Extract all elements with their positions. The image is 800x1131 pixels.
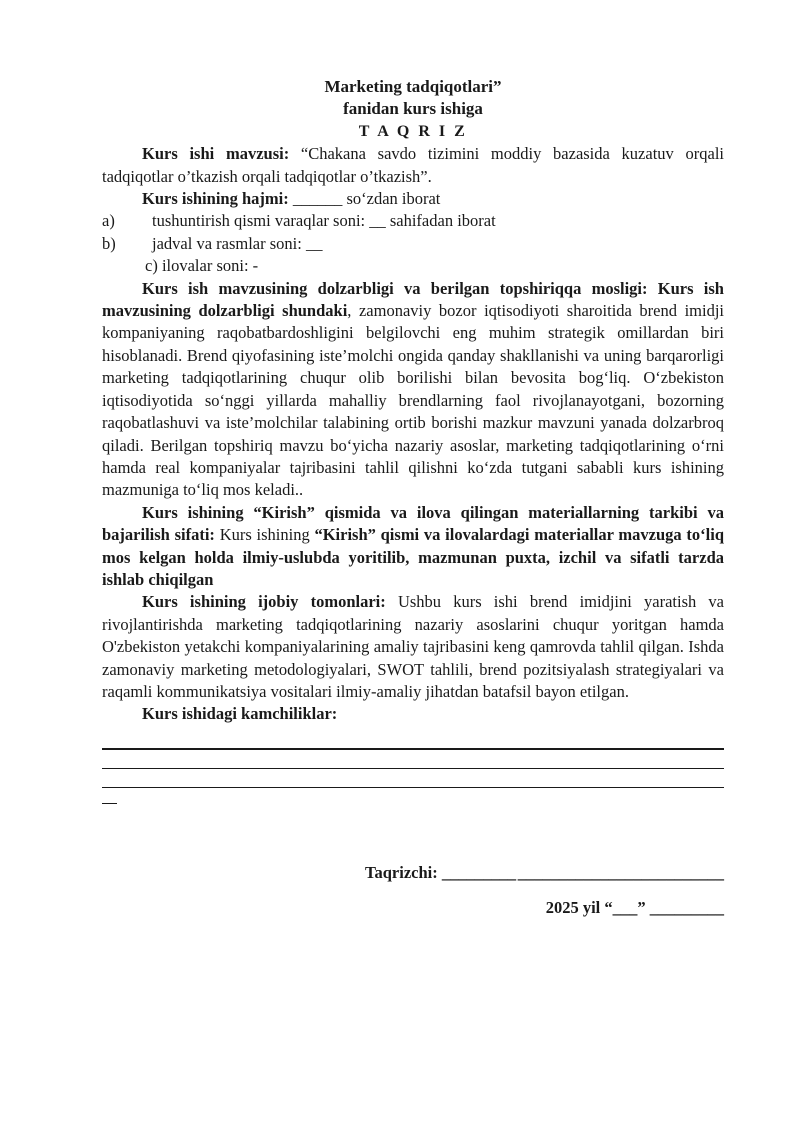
intro-quality-label: Kurs ishining “Kirish” qismida va ilova qilingan materiallarning tarkibi va bajarilish sifati:	[102, 502, 724, 545]
volume-label: Kurs ishining hajmi:	[142, 189, 293, 209]
topic-paragraph	[102, 143, 724, 188]
shortcomings-heading	[102, 703, 724, 725]
blank-line-short	[102, 788, 117, 804]
shortcomings-blank-lines	[102, 728, 724, 804]
blank-line	[102, 728, 724, 750]
blank-line	[102, 750, 724, 769]
positives-label: Kurs ishining ijobiy tomonlari:	[142, 592, 398, 612]
intro-quality-paragraph	[102, 502, 724, 592]
volume-text: so‘zdan iborat	[342, 189, 441, 209]
list-item-c: c) ilovalar soni: -	[145, 256, 259, 276]
list-marker-a: a)	[102, 211, 115, 231]
blank-line	[102, 769, 724, 788]
topic-label: Kurs ishi mavzusi:	[142, 144, 301, 164]
document-header	[102, 76, 724, 143]
intro-quality-mid: Kurs ishining	[219, 525, 315, 545]
document-content	[102, 76, 724, 920]
date-text: 2025 yil “___”	[545, 898, 650, 918]
date-row	[102, 897, 724, 919]
relevance-paragraph	[102, 278, 724, 502]
course-subtitle: fanidan kurs ishiga	[343, 99, 483, 119]
reviewer-label: Taqrizchi:	[365, 862, 442, 882]
signature-blank: _________________________	[517, 862, 724, 882]
positives-text: Ushbu kurs ishi brend imidjini yaratish va rivojlantirishda marketing tadqiqotlarining nazariy asoslarini chuqur yoritgan hamda O'zbekiston yetakchi kompaniyalarining amaliy tajribasini keng qamrovda tahlil qilgan. Ishda zamonaviy marketing metodologiyalari, SWOT tahlili, brend pozitsiyalash strategiyalari va raqamli kommunikatsiya vositalari ilmiy-amaliy jihatdan batafsil bayon etilgan.	[102, 592, 724, 701]
shortcomings-label: Kurs ishidagi kamchiliklar:	[142, 704, 338, 724]
intro-quality-assessment: “Kirish” qismi va ilovalardagi materiallar mavzuga to‘liq mos kelgan holda ilmiy-uslubda yoritilib, mazmunan puxta, izchil va sifatli tarzda ishlab chiqilgan	[102, 525, 724, 589]
list-marker-b: b)	[102, 233, 116, 253]
topic-text: “Chakana savdo tizimini moddiy bazasida kuzatuv orqali tadqiqotlar o’tkazish orqali tadqiqotlar o’tkazish”.	[102, 144, 724, 186]
course-title: Marketing tadqiqotlari”	[324, 77, 502, 96]
reviewer-field	[365, 862, 516, 884]
list-text-b: jadval va rasmlar soni: __	[152, 233, 323, 253]
reviewer-blank: _________	[441, 862, 517, 882]
list-item-a	[102, 210, 724, 232]
volume-paragraph	[102, 188, 724, 210]
positives-paragraph	[102, 591, 724, 703]
date-blank: _________	[649, 898, 724, 918]
signature-row	[365, 862, 724, 884]
volume-blank: ______	[292, 189, 343, 209]
list-item-b	[102, 233, 724, 255]
relevance-text: , zamonaviy bozor iqtisodiyoti sharoitida brend imidji kompaniyaning raqobatbardoshligini belgilovchi eng muhim strategik omillardan biri hisoblanadi. Brend qiyofasining iste’molchi ongida qanday shakllanishi va uning barqarorligi marketing tadqiqotlarining chuqur olib borilishi bilan bevosita bog‘liq. O‘zbekiston iqtisodiyotida so‘nggi yillarda mahalliy brendlarning faol rivojlanayotgani, bozorning raqobatlashuvi va iste’molchilar talabining ortib borishi mazkur mavzuni yanada dolzarbroq qiladi. Berilgan topshiriq mavzu bo‘yicha nazariy asoslar, marketing tadqiqotlarining o‘rni hamda real kompaniyalar tajribasini tahlil qilishni ko‘zda tutgani sababli kurs ishining mazmuniga to‘liq mos keladi..	[102, 301, 724, 500]
review-heading: T A Q R I Z	[358, 122, 468, 140]
relevance-label: Kurs ish mavzusining dolzarbligi va berilgan topshiriqqa mosligi: Kurs ish mavzusining dolzarbligi shundaki	[102, 278, 724, 321]
list-text-a: tushuntirish qismi varaqlar soni: __ sahifadan iborat	[152, 211, 496, 231]
